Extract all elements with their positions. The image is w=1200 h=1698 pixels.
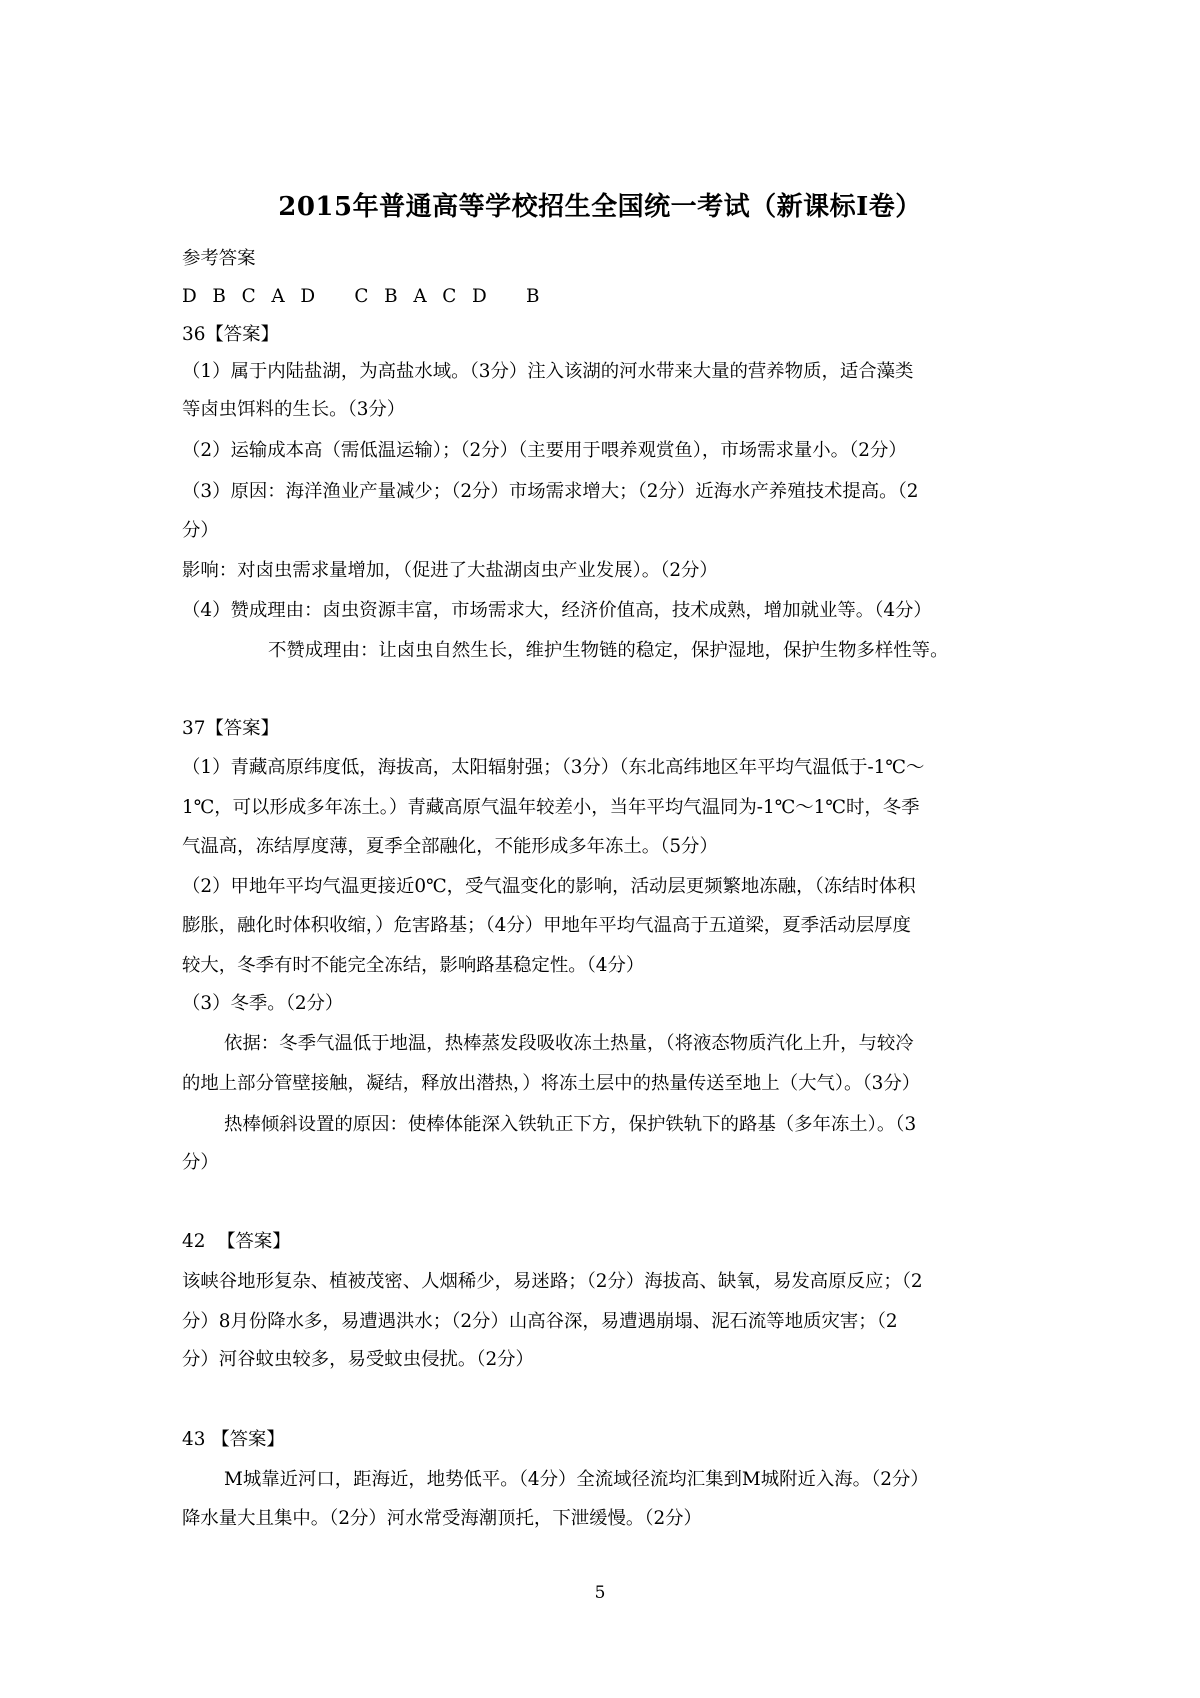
q36-line-1: （1）属于内陆盐湖，为高盐水域。（3分）注入该湖的河水带来大量的营养物质，适合藻类: [182, 361, 914, 382]
q36-line-3: （2）运输成本高（需低温运输）；（2分）（主要用于喂养观赏鱼），市场需求量小。（2分）: [182, 440, 907, 461]
q36-line-6: 影响：对卤虫需求量增加，（促进了大盐湖卤虫产业发展）。（2分）: [182, 560, 718, 581]
q37-line-5: 膨胀，融化时体积收缩，）危害路基；（4分）甲地年平均气温高于五道梁，夏季活动层厚度: [182, 915, 911, 936]
page-title: 2015年普通高等学校招生全国统一考试（新课标Ⅰ卷）: [278, 192, 922, 222]
q37-line-11: 分）: [182, 1152, 219, 1173]
reference-answers-label: 参考答案: [182, 248, 256, 269]
q42-line-2: 分）8月份降水多，易遭遇洪水；（2分）山高谷深，易遭遇崩塌、泥石流等地质灾害；（2: [182, 1311, 898, 1332]
q37-line-9: 的地上部分管壁接触，凝结，释放出潜热，）将冻土层中的热量传送至地上（大气）。（3分）: [182, 1073, 921, 1094]
q36-line-4: （3）原因：海洋渔业产量减少；（2分）市场需求增大；（2分）近海水产养殖技术提高。（2: [182, 481, 919, 502]
page-number: 5: [594, 1583, 606, 1603]
q36-line-5: 分）: [182, 520, 219, 541]
q37-line-10: 热棒倾斜设置的原因：使棒体能深入铁轨正下方，保护铁轨下的路基（多年冻土）。（3: [224, 1114, 917, 1135]
q43-header: 43 【答案】: [182, 1429, 285, 1450]
q37-line-6: 较大，冬季有时不能完全冻结，影响路基稳定性。（4分）: [182, 955, 645, 976]
choice-answers: D B C A D C B A C D B: [182, 286, 540, 307]
q42-header: 42 【答案】: [182, 1231, 291, 1252]
q36-line-8: 不赞成理由：让卤虫自然生长，维护生物链的稳定，保护湿地，保护生物多样性等。: [268, 640, 949, 661]
q36-line-2: 等卤虫饵料的生长。（3分）: [182, 399, 406, 420]
q42-line-3: 分）河谷蚊虫较多，易受蚊虫侵扰。（2分）: [182, 1349, 534, 1370]
q36-line-7: （4）赞成理由：卤虫资源丰富，市场需求大，经济价值高，技术成熟，增加就业等。（4分）: [182, 600, 932, 621]
q37-header: 37【答案】: [182, 718, 279, 739]
q37-line-3: 气温高，冻结厚度薄，夏季全部融化，不能形成多年冻土。（5分）: [182, 836, 718, 857]
q37-line-1: （1）青藏高原纬度低，海拔高，太阳辐射强；（3分）（东北高纬地区年平均气温低于-1℃～: [182, 757, 925, 778]
q37-line-7: （3）冬季。（2分）: [182, 993, 344, 1014]
q36-header: 36【答案】: [182, 324, 279, 345]
q37-line-4: （2）甲地年平均气温更接近0℃，受气温变化的影响，活动层更频繁地冻融，（冻结时体积: [182, 876, 916, 897]
q43-line-2: 降水量大且集中。（2分）河水常受海潮顶托，下泄缓慢。（2分）: [182, 1508, 702, 1529]
q43-line-1: M城靠近河口，距海近，地势低平。（4分）全流域径流均汇集到M城附近入海。（2分）: [224, 1469, 929, 1490]
q37-line-2: 1℃，可以形成多年冻土。）青藏高原气温年较差小，当年平均气温同为-1℃～1℃时，冬季: [182, 797, 920, 818]
q37-line-8: 依据：冬季气温低于地温，热棒蒸发段吸收冻土热量，（将液态物质汽化上升，与较冷: [224, 1033, 914, 1054]
q42-line-1: 该峡谷地形复杂、植被茂密、人烟稀少，易迷路；（2分）海拔高、缺氧，易发高原反应；（2: [182, 1271, 923, 1292]
